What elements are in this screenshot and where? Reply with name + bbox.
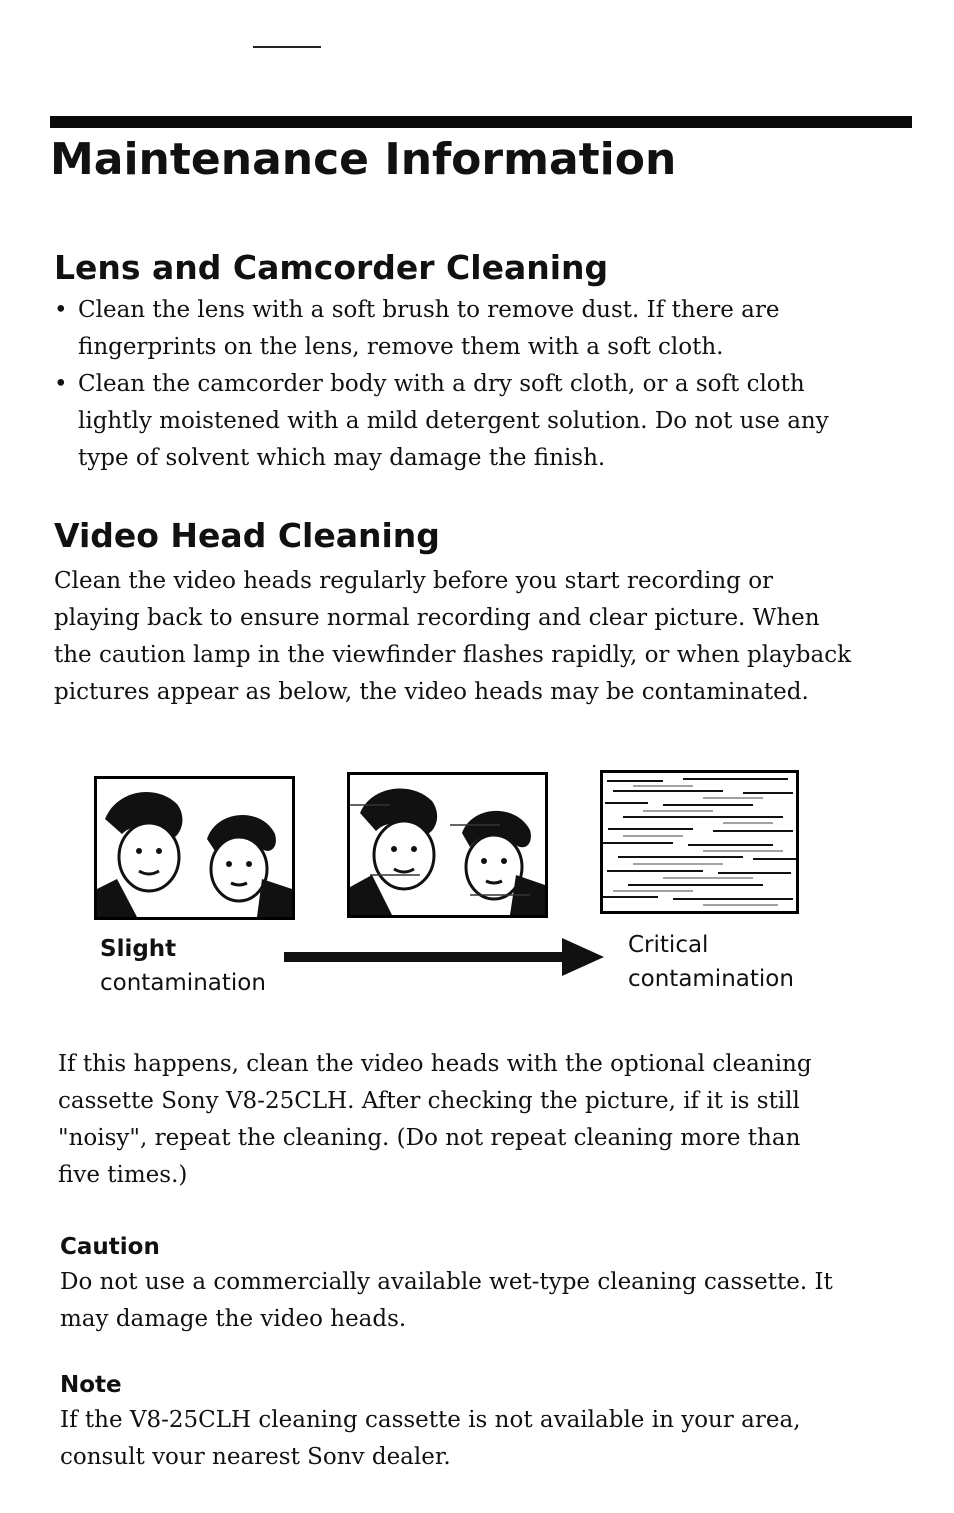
video-section-heading: Video Head Cleaning (54, 516, 440, 555)
critical-contamination-picture (600, 770, 799, 914)
moderate-contamination-picture (347, 772, 548, 918)
top-mark (253, 46, 321, 48)
portrait-image (350, 775, 545, 915)
slight-caption-line1: Slight (100, 936, 177, 962)
note-text: If the V8-25CLH cleaning cassette is not available in your area, consult vour nearest Sonv dealer. (60, 1407, 801, 1470)
critical-caption-line1: Critical (628, 932, 709, 958)
contamination-arrow (284, 936, 606, 980)
lens-bullet-list (52, 292, 852, 477)
after-figure-paragraph: If this happens, clean the video heads with the optional cleaning cassette Sony V8-25CLH. After checking the picture, if it is still "noisy", repeat the cleaning. (Do not repeat cleaning more than five times.) (58, 1051, 812, 1188)
lens-bullet-2: • Clean the camcorder body with a dry soft cloth, or a soft cloth lightly moistened with a mild detergent solution. Do not use any type of solvent which may damage the finish. (52, 366, 852, 477)
lens-bullet-1: • Clean the lens with a soft brush to remove dust. If there are fingerprints on the lens, remove them with a soft cloth. (52, 292, 852, 366)
slight-caption-line2: contamination (100, 970, 266, 996)
page-title: Maintenance Information (50, 134, 677, 185)
critical-caption-line2: contamination (628, 966, 794, 992)
caution-text: Do not use a commercially available wet-type cleaning cassette. It may damage the video heads. (60, 1269, 833, 1332)
video-intro-paragraph: Clean the video heads regularly before you start recording or playing back to ensure normal recording and clear picture. When the caution lamp in the viewfinder flashes rapidly, or when playback pictures appear as below, the video heads may be contaminated. (54, 568, 852, 705)
note-heading: Note (60, 1372, 122, 1398)
slight-contamination-picture (94, 776, 295, 920)
caution-heading: Caution (60, 1234, 160, 1260)
portrait-image (97, 779, 292, 917)
noise-image (603, 773, 796, 911)
header-rule (50, 116, 912, 128)
lens-section-heading: Lens and Camcorder Cleaning (54, 248, 609, 287)
